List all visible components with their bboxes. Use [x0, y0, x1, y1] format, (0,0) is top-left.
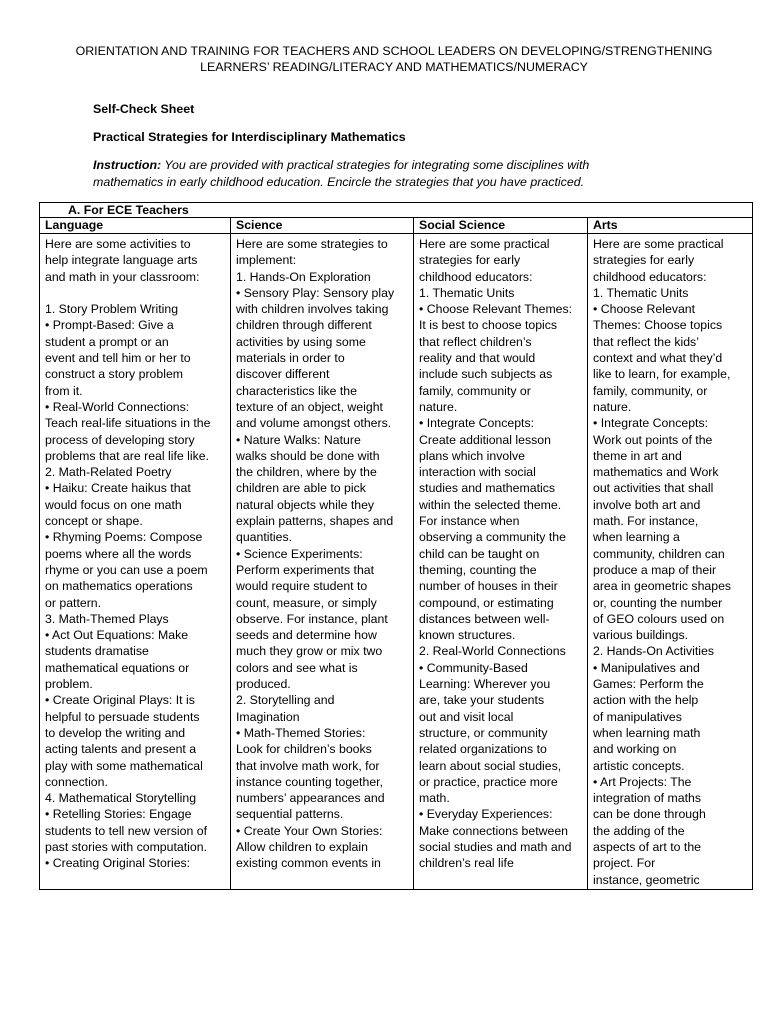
cell-text-line: that involve math work, for [236, 758, 380, 773]
cell-text-line: process of developing story [45, 432, 195, 447]
sheet-label: Self-Check Sheet [93, 102, 195, 116]
cell-text-line: • Real-World Connections: [45, 399, 190, 414]
cell-text-line: • Act Out Equations: Make [45, 628, 189, 643]
cell-text-line: numbers’ appearances and [236, 791, 385, 806]
cell-text-line: students dramatise [45, 644, 149, 659]
cell-text-line: produced. [236, 677, 291, 692]
cell-text-line: It is best to choose topics [419, 318, 558, 333]
language-cell [40, 234, 231, 890]
cell-text-line: sequential patterns. [236, 807, 344, 822]
cell-text-line: Here are some activities to [45, 237, 191, 251]
cell-text-line: structure, or community [419, 725, 548, 740]
cell-text-line: project. For [593, 856, 656, 871]
cell-text-line: various buildings. [593, 628, 689, 643]
cell-text-line: • Art Projects: The [593, 774, 692, 789]
cell-text-line: play with some mathematical [45, 758, 203, 773]
cell-text-line: students to tell new version of [45, 823, 207, 838]
content-row [40, 234, 753, 890]
cell-text-line: Teach real-life situations in the [45, 416, 211, 431]
cell-text-line: compound, or estimating [419, 595, 554, 610]
cell-text-line: family, community or [419, 383, 531, 398]
section-label: A. For ECE Teachers [40, 203, 753, 218]
cell-text-line: seeds and determine how [236, 628, 377, 643]
cell-text-line: Here are some practical [593, 237, 724, 251]
cell-text-line: count, measure, or simply [236, 595, 377, 610]
cell-text-line: are, take your students [419, 693, 545, 708]
cell-text-line: of manipulatives [593, 709, 682, 724]
cell-text-line: For instance when [419, 514, 520, 529]
cell-text-line: mathematical equations or [45, 660, 190, 675]
column-header-arts: Arts [588, 218, 753, 234]
cell-text-line: that reflect children’s [419, 334, 532, 349]
cell-text-line: • Manipulatives and [593, 660, 700, 675]
document-header [60, 44, 728, 75]
cell-text-line: materials in order to [236, 351, 345, 366]
cell-text-line: social studies and math and [419, 839, 572, 854]
cell-text-line: texture of an object, weight [236, 399, 383, 414]
cell-text-line: to develop the writing and [45, 725, 186, 740]
instruction-label: Instruction: [93, 158, 162, 172]
cell-text-line: would focus on one math [45, 497, 182, 512]
cell-text-line: 1. Story Problem Writing [45, 302, 179, 317]
cell-text-line: concept or shape. [45, 514, 143, 529]
cell-text-line: math. [419, 791, 450, 806]
cell-text-line: include such subjects as [419, 367, 553, 382]
cell-text-line: instance counting together, [236, 774, 383, 789]
cell-text-line: childhood educators: [419, 269, 533, 284]
cell-text-line: studies and mathematics [419, 481, 556, 496]
cell-text-line: child can be taught on [419, 546, 540, 561]
cell-text-line: • Integrate Concepts: [419, 416, 535, 431]
cell-text-line: Themes: Choose topics [593, 318, 723, 333]
cell-text-line: implement: [236, 253, 297, 268]
cell-text-line: when learning a [593, 530, 680, 545]
cell-text-line: poems where all the words [45, 546, 192, 561]
arts-cell [588, 234, 753, 890]
cell-text-line: acting talents and present a [45, 742, 197, 757]
cell-text-line: • Sensory Play: Sensory play [236, 285, 395, 300]
cell-text-line: help integrate language arts [45, 253, 198, 268]
cell-text-line: theming, counting the [419, 562, 537, 577]
cell-text-line: Work out points of the [593, 432, 713, 447]
cell-text-line: Here are some strategies to [236, 237, 388, 251]
cell-text-line: like to learn, for example, [593, 367, 731, 382]
cell-text-line: when learning math [593, 725, 701, 740]
cell-text-line: the children, where by the [236, 465, 377, 480]
instruction-paragraph [93, 157, 733, 190]
cell-text-line: number of houses in their [419, 579, 558, 594]
cell-text-line: action with the help [593, 693, 699, 708]
cell-text-line: involve both art and [593, 497, 701, 512]
cell-text-line: • Integrate Concepts: [593, 416, 709, 431]
cell-text-line: student a prompt or an [45, 334, 169, 349]
social-science-cell [414, 234, 588, 890]
cell-text-line: construct a story problem [45, 367, 184, 382]
cell-text-line: Here are some practical [419, 237, 550, 251]
cell-text-line: observing a community the [419, 530, 566, 545]
cell-text-line: 1. Thematic Units [419, 285, 515, 300]
cell-text-line: nature. [593, 399, 632, 414]
cell-text-line: 3. Math-Themed Plays [45, 611, 169, 626]
cell-text-line: and working on [593, 742, 677, 757]
cell-text-line: children’s real life [419, 856, 514, 871]
cell-text-line: • Choose Relevant [593, 302, 696, 317]
cell-text-line: past stories with computation. [45, 839, 207, 854]
cell-text-line: • Prompt-Based: Give a [45, 318, 174, 333]
cell-text-line: • Community-Based [419, 660, 528, 675]
cell-text-line: context and what they’d [593, 351, 723, 366]
cell-text-line: aspects of art to the [593, 839, 702, 854]
cell-text-line: • Everyday Experiences: [419, 807, 553, 822]
cell-text-line: Learning: Wherever you [419, 677, 551, 692]
strategy-table [39, 202, 753, 890]
cell-text-line: discover different [236, 367, 330, 382]
header-row [40, 218, 753, 234]
cell-text-line: related organizations to [419, 742, 547, 757]
cell-text-line: quantities. [236, 530, 293, 545]
cell-text-line: walks should be done with [236, 448, 380, 463]
cell-text-line: known structures. [419, 628, 516, 643]
cell-text-line: Perform experiments that [236, 562, 375, 577]
cell-text-line: explain patterns, shapes and [236, 514, 394, 529]
cell-text-line: artistic concepts. [593, 758, 685, 773]
cell-text-line: would require student to [236, 579, 368, 594]
cell-text-line: colors and see what is [236, 660, 358, 675]
cell-text-line: within the selected theme. [419, 497, 562, 512]
cell-text-line: children are able to pick [236, 481, 366, 496]
cell-text-line: Imagination [236, 709, 300, 724]
cell-text-line: Look for children’s books [236, 742, 372, 757]
cell-text-line: reality and that would [419, 351, 536, 366]
cell-text-line: • Rhyming Poems: Compose [45, 530, 203, 545]
cell-text-line: problem. [45, 677, 93, 692]
cell-text-line: family, community, or [593, 383, 708, 398]
section-row [40, 203, 753, 218]
cell-text-line: connection. [45, 774, 108, 789]
cell-text-line: 4. Mathematical Storytelling [45, 791, 197, 806]
cell-text-line: integration of maths [593, 791, 702, 806]
cell-text-line: community, children can [593, 546, 725, 561]
cell-text-line: 2. Real-World Connections [419, 644, 566, 659]
cell-text-line: or, counting the number [593, 595, 723, 610]
cell-text-line: Games: Perform the [593, 677, 704, 692]
header-line-2: LEARNERS’ READING/LITERACY AND MATHEMATICS/NUMERACY [200, 59, 588, 74]
cell-text-line: rhyme or you can use a poem [45, 562, 208, 577]
cell-text-line: observe. For instance, plant [236, 611, 388, 626]
cell-text-line: childhood educators: [593, 269, 707, 284]
instruction-text-2: mathematics in early childhood education. Encircle the strategies that you have practiced. [93, 174, 585, 189]
cell-text-line: from it. [45, 383, 83, 398]
cell-text-line: can be done through [593, 807, 706, 822]
cell-text-line: strategies for early [419, 253, 521, 268]
cell-text-line: natural objects while they [236, 497, 375, 512]
cell-text-line: 1. Thematic Units [593, 285, 689, 300]
cell-text-line: area in geometric shapes [593, 579, 732, 594]
cell-text-line: 2. Math-Related Poetry [45, 465, 172, 480]
cell-text-line: out and visit local [419, 709, 514, 724]
cell-text-line: or pattern. [45, 595, 102, 610]
cell-text-line: distances between well- [419, 611, 550, 626]
cell-text-line: • Science Experiments: [236, 546, 363, 561]
cell-text-line: Allow children to explain [236, 839, 368, 854]
cell-text-line: 2. Storytelling and [236, 693, 335, 708]
column-header-science: Science [231, 218, 414, 234]
cell-text-line: • Haiku: Create haikus that [45, 481, 191, 496]
cell-text-line: learn about social studies, [419, 758, 562, 773]
column-header-language: Language [40, 218, 231, 234]
cell-text-line: activities by using some [236, 334, 366, 349]
instruction-text-1: You are provided with practical strategies for integrating some disciplines with [161, 158, 590, 172]
cell-text-line: Make connections between [419, 823, 569, 838]
cell-text-line: • Choose Relevant Themes: [419, 302, 573, 317]
cell-text-line: plans which involve [419, 448, 525, 463]
cell-text-line: event and tell him or her to [45, 351, 191, 366]
cell-text-line: 2. Hands-On Activities [593, 644, 714, 659]
cell-text-line: strategies for early [593, 253, 695, 268]
cell-text-line: much they grow or mix two [236, 644, 383, 659]
instruction-line-1 [93, 157, 733, 174]
cell-text-line: • Math-Themed Stories: [236, 725, 366, 740]
cell-text-line: mathematics and Work [593, 465, 719, 480]
cell-text-line: problems that are real life like. [45, 448, 210, 463]
header-line-1: ORIENTATION AND TRAINING FOR TEACHERS AND SCHOOL LEADERS ON DEVELOPING/STRENGTHENING [75, 44, 713, 58]
cell-text-line: • Create Original Plays: It is [45, 693, 195, 708]
cell-text-line: interaction with social [419, 465, 536, 480]
cell-text-line: produce a map of their [593, 562, 717, 577]
cell-text-line: • Nature Walks: Nature [236, 432, 361, 447]
cell-text-line: • Retelling Stories: Engage [45, 807, 192, 822]
cell-text-line: and volume amongst others. [236, 416, 392, 431]
column-header-social-science: Social Science [414, 218, 588, 234]
cell-text-line: • Creating Original Stories: [45, 856, 191, 871]
cell-text-line: 1. Hands-On Exploration [236, 269, 371, 284]
cell-text-line: math. For instance, [593, 514, 699, 529]
science-cell [231, 234, 414, 890]
cell-text-line: children through different [236, 318, 372, 333]
cell-text-line: the adding of the [593, 823, 685, 838]
cell-text-line: nature. [419, 399, 458, 414]
cell-text-line: with children involves taking [236, 302, 389, 317]
cell-text-line: existing common events in [236, 856, 381, 871]
page-title: Practical Strategies for Interdisciplinary Mathematics [93, 130, 406, 144]
cell-text-line: instance, geometric [593, 872, 700, 887]
cell-text-line: of GEO colours used on [593, 611, 725, 626]
cell-text-line: and math in your classroom: [45, 269, 200, 284]
cell-text-line: that reflect the kids’ [593, 334, 699, 349]
cell-text-line: • Create Your Own Stories: [236, 823, 383, 838]
cell-text-line: helpful to persuade students [45, 709, 200, 724]
cell-text-line: Create additional lesson [419, 432, 551, 447]
cell-text-line: on mathematics operations [45, 579, 193, 594]
cell-text-line [45, 285, 225, 301]
cell-text-line: characteristics like the [236, 383, 357, 398]
cell-text-line: out activities that shall [593, 481, 714, 496]
cell-text-line: theme in art and [593, 448, 682, 463]
cell-text-line: or practice, practice more [419, 774, 558, 789]
